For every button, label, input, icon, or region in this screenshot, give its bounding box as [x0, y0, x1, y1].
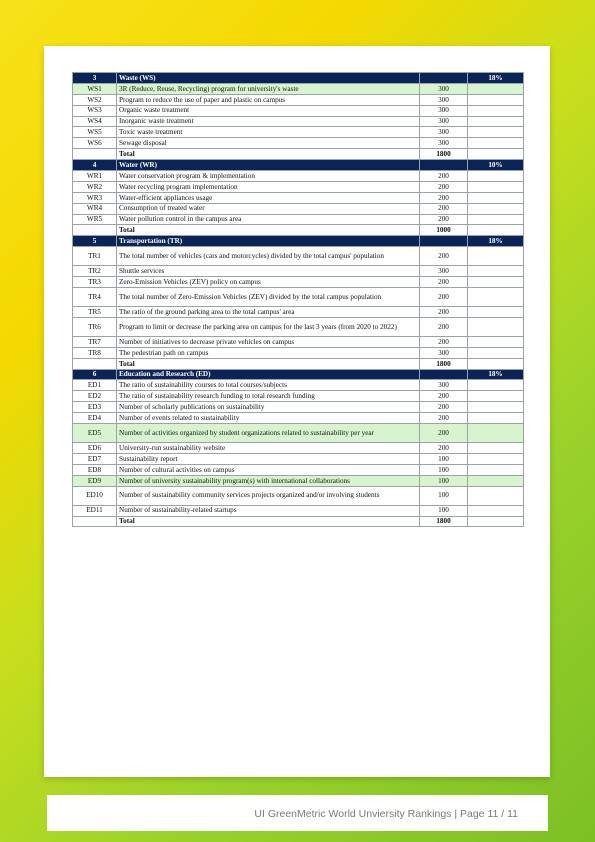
indicator-code: TR1 [73, 247, 117, 266]
indicator-description: Program to limit or decrease the parking area on campus for the last 3 years (from 2020 to 2022) [117, 317, 420, 336]
total-points: 1800 [420, 516, 468, 527]
table-row [73, 266, 524, 277]
indicator-points: 200 [420, 288, 468, 307]
section-points-blank [420, 236, 468, 247]
indicator-weight-blank [468, 464, 524, 475]
indicator-description: Toxic waste treatment [117, 127, 420, 138]
indicator-weight-blank [468, 214, 524, 225]
indicator-weight-blank [468, 181, 524, 192]
indicator-code: TR4 [73, 288, 117, 307]
indicator-points: 100 [420, 475, 468, 486]
total-code-blank [73, 358, 117, 369]
total-label: Total [117, 358, 420, 369]
indicator-code: ED11 [73, 505, 117, 516]
section-title: Water (WR) [117, 160, 420, 171]
section-points-blank [420, 369, 468, 380]
indicator-weight-blank [468, 266, 524, 277]
section-header-row [73, 369, 524, 380]
total-weight-blank [468, 225, 524, 236]
section-weight: 18% [468, 73, 524, 84]
indicator-points: 100 [420, 505, 468, 516]
indicator-code: WR5 [73, 214, 117, 225]
indicator-weight-blank [468, 317, 524, 336]
table-row [73, 83, 524, 94]
indicator-weight-blank [468, 247, 524, 266]
footer-text: UI GreenMetric World Unviersity Rankings | Page 11 / 11 [254, 808, 518, 820]
indicator-code: WR3 [73, 192, 117, 203]
indicator-weight-blank [468, 171, 524, 182]
total-label: Total [117, 516, 420, 527]
total-points: 1800 [420, 358, 468, 369]
indicator-weight-blank [468, 83, 524, 94]
indicator-weight-blank [468, 505, 524, 516]
indicator-weight-blank [468, 203, 524, 214]
indicator-points: 200 [420, 424, 468, 443]
indicator-weight-blank [468, 391, 524, 402]
indicator-points: 300 [420, 116, 468, 127]
indicator-code: TR8 [73, 347, 117, 358]
section-points-blank [420, 73, 468, 84]
indicator-code: WS5 [73, 127, 117, 138]
indicator-description: Sustainability report [117, 453, 420, 464]
table-row [73, 424, 524, 443]
indicator-weight-blank [468, 336, 524, 347]
indicator-description: The total number of Zero-Emission Vehicles (ZEV) divided by the total campus population [117, 288, 420, 307]
indicator-weight-blank [468, 277, 524, 288]
indicator-description: Water conservation program & implementation [117, 171, 420, 182]
total-label: Total [117, 225, 420, 236]
indicator-description: Organic waste treatment [117, 105, 420, 116]
indicator-points: 200 [420, 443, 468, 454]
table-row [73, 413, 524, 424]
indicator-code: TR7 [73, 336, 117, 347]
indicator-points: 200 [420, 247, 468, 266]
table-row [73, 171, 524, 182]
indicator-description: 3R (Reduce, Reuse, Recycling) program for university's waste [117, 83, 420, 94]
indicator-code: ED9 [73, 475, 117, 486]
section-weight: 10% [468, 160, 524, 171]
indicator-weight-blank [468, 380, 524, 391]
section-title: Waste (WS) [117, 73, 420, 84]
indicator-points: 200 [420, 391, 468, 402]
indicator-weight-blank [468, 453, 524, 464]
total-points: 1800 [420, 149, 468, 160]
indicator-description: Number of cultural activities on campus [117, 464, 420, 475]
table-row [73, 464, 524, 475]
indicator-description: Water recycling program implementation [117, 181, 420, 192]
indicator-code: ED3 [73, 402, 117, 413]
criteria-table [72, 72, 524, 527]
indicator-weight-blank [468, 347, 524, 358]
indicator-code: WS3 [73, 105, 117, 116]
indicator-points: 300 [420, 266, 468, 277]
section-number: 6 [73, 369, 117, 380]
table-row [73, 181, 524, 192]
section-header-row [73, 236, 524, 247]
indicator-points: 300 [420, 380, 468, 391]
indicator-points: 200 [420, 307, 468, 318]
indicator-code: TR6 [73, 317, 117, 336]
indicator-code: WS6 [73, 138, 117, 149]
section-number: 4 [73, 160, 117, 171]
indicator-weight-blank [468, 288, 524, 307]
indicator-description: Program to reduce the use of paper and plastic on campus [117, 94, 420, 105]
indicator-code: ED6 [73, 443, 117, 454]
total-code-blank [73, 225, 117, 236]
indicator-code: WR2 [73, 181, 117, 192]
indicator-weight-blank [468, 307, 524, 318]
table-row [73, 307, 524, 318]
document-page [44, 46, 550, 777]
table-row [73, 214, 524, 225]
section-number: 3 [73, 73, 117, 84]
indicator-points: 100 [420, 453, 468, 464]
indicator-description: Number of activities organized by student organizations related to sustainability per year [117, 424, 420, 443]
indicator-weight-blank [468, 138, 524, 149]
indicator-code: WR4 [73, 203, 117, 214]
indicator-weight-blank [468, 443, 524, 454]
total-weight-blank [468, 516, 524, 527]
indicator-description: The total number of vehicles (cars and motorcycles) divided by the total campus' population [117, 247, 420, 266]
total-row [73, 225, 524, 236]
table-row [73, 347, 524, 358]
table-row [73, 453, 524, 464]
indicator-points: 300 [420, 105, 468, 116]
total-weight-blank [468, 358, 524, 369]
table-row [73, 116, 524, 127]
indicator-points: 300 [420, 347, 468, 358]
indicator-weight-blank [468, 127, 524, 138]
total-row [73, 516, 524, 527]
indicator-points: 300 [420, 127, 468, 138]
indicator-description: Number of sustainability community services projects organized and/or involving students [117, 486, 420, 505]
table-row [73, 288, 524, 307]
indicator-description: The pedestrian path on campus [117, 347, 420, 358]
section-weight: 18% [468, 236, 524, 247]
section-number: 5 [73, 236, 117, 247]
indicator-description: Water-efficient appliances usage [117, 192, 420, 203]
indicator-code: WS4 [73, 116, 117, 127]
indicator-description: Sewage disposal [117, 138, 420, 149]
table-row [73, 402, 524, 413]
indicator-code: TR2 [73, 266, 117, 277]
table-row [73, 192, 524, 203]
criteria-table-body [73, 73, 524, 527]
indicator-points: 200 [420, 317, 468, 336]
indicator-points: 200 [420, 171, 468, 182]
indicator-points: 200 [420, 402, 468, 413]
indicator-points: 200 [420, 277, 468, 288]
indicator-description: Water pollution control in the campus area [117, 214, 420, 225]
indicator-description: The ratio of sustainability courses to total courses/subjects [117, 380, 420, 391]
table-row [73, 380, 524, 391]
table-row [73, 203, 524, 214]
table-row [73, 505, 524, 516]
indicator-points: 200 [420, 336, 468, 347]
section-title: Education and Research (ED) [117, 369, 420, 380]
table-row [73, 475, 524, 486]
section-header-row [73, 73, 524, 84]
total-label: Total [117, 149, 420, 160]
indicator-description: Number of scholarly publications on sustainability [117, 402, 420, 413]
section-weight: 18% [468, 369, 524, 380]
indicator-code: ED4 [73, 413, 117, 424]
indicator-description: The ratio of sustainability research funding to total research funding [117, 391, 420, 402]
table-row [73, 247, 524, 266]
total-row [73, 358, 524, 369]
table-row [73, 105, 524, 116]
indicator-points: 100 [420, 486, 468, 505]
indicator-description: The ratio of the ground parking area to the total campus' area [117, 307, 420, 318]
section-title: Transportation (TR) [117, 236, 420, 247]
indicator-points: 200 [420, 203, 468, 214]
indicator-description: Number of sustainability-related startups [117, 505, 420, 516]
total-points: 1000 [420, 225, 468, 236]
section-points-blank [420, 160, 468, 171]
table-row [73, 391, 524, 402]
indicator-weight-blank [468, 192, 524, 203]
indicator-weight-blank [468, 424, 524, 443]
indicator-points: 300 [420, 138, 468, 149]
table-row [73, 443, 524, 454]
indicator-points: 200 [420, 214, 468, 225]
indicator-code: WS1 [73, 83, 117, 94]
indicator-description: Number of initiatives to decrease private vehicles on campus [117, 336, 420, 347]
indicator-description: Zero-Emission Vehicles (ZEV) policy on campus [117, 277, 420, 288]
indicator-description: Consumption of treated water [117, 203, 420, 214]
total-code-blank [73, 516, 117, 527]
table-row [73, 138, 524, 149]
total-row [73, 149, 524, 160]
total-weight-blank [468, 149, 524, 160]
indicator-description: Inorganic waste treatment [117, 116, 420, 127]
indicator-code: ED5 [73, 424, 117, 443]
indicator-weight-blank [468, 116, 524, 127]
table-row [73, 127, 524, 138]
indicator-code: ED10 [73, 486, 117, 505]
indicator-points: 300 [420, 94, 468, 105]
table-row [73, 486, 524, 505]
indicator-weight-blank [468, 402, 524, 413]
table-row [73, 336, 524, 347]
indicator-code: TR5 [73, 307, 117, 318]
total-code-blank [73, 149, 117, 160]
table-row [73, 277, 524, 288]
indicator-points: 200 [420, 413, 468, 424]
indicator-code: ED1 [73, 380, 117, 391]
indicator-weight-blank [468, 486, 524, 505]
indicator-weight-blank [468, 413, 524, 424]
indicator-code: ED8 [73, 464, 117, 475]
indicator-code: ED7 [73, 453, 117, 464]
indicator-weight-blank [468, 94, 524, 105]
indicator-code: WS2 [73, 94, 117, 105]
indicator-description: Number of university sustainability program(s) with international collaborations [117, 475, 420, 486]
section-header-row [73, 160, 524, 171]
indicator-code: TR3 [73, 277, 117, 288]
table-row [73, 94, 524, 105]
indicator-code: ED2 [73, 391, 117, 402]
indicator-points: 300 [420, 83, 468, 94]
indicator-code: WR1 [73, 171, 117, 182]
indicator-description: Number of events related to sustainability [117, 413, 420, 424]
table-row [73, 317, 524, 336]
indicator-weight-blank [468, 475, 524, 486]
indicator-points: 100 [420, 464, 468, 475]
indicator-weight-blank [468, 105, 524, 116]
indicator-description: Shuttle services [117, 266, 420, 277]
page-footer [47, 795, 548, 831]
indicator-points: 200 [420, 181, 468, 192]
indicator-points: 200 [420, 192, 468, 203]
indicator-description: University-run sustainability website [117, 443, 420, 454]
